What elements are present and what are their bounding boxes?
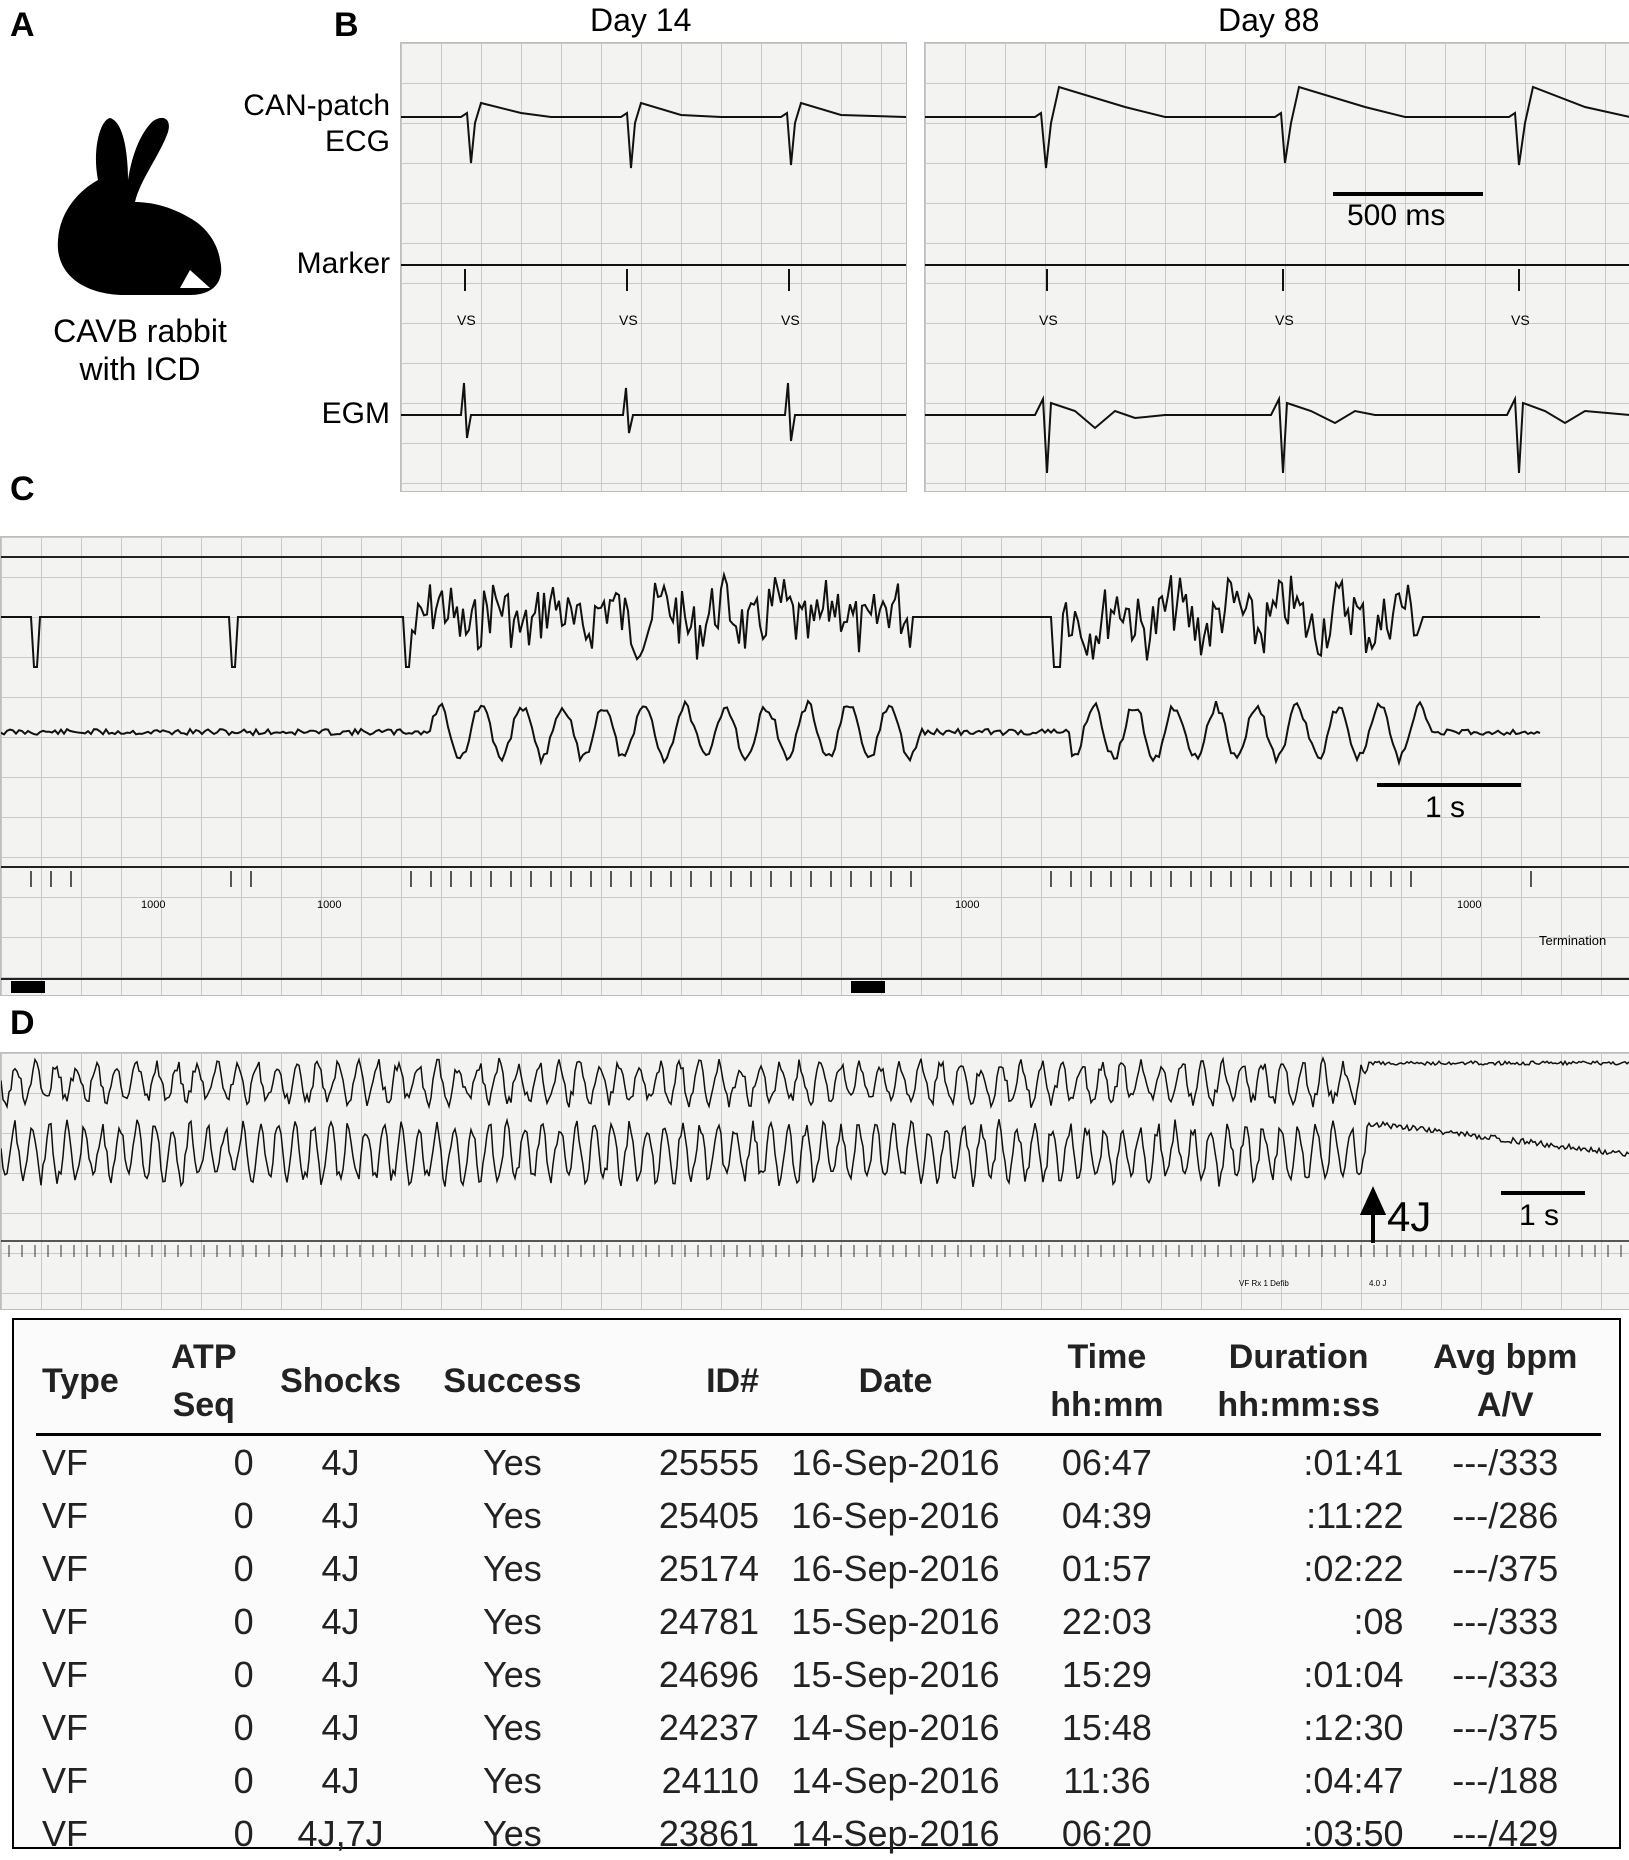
cell-atp: 0	[233, 1653, 254, 1695]
termination-label: Termination	[1539, 933, 1607, 948]
cell-duration: :08	[1353, 1600, 1404, 1642]
marker-trace-label: Marker	[296, 247, 390, 280]
cell-success: Yes	[483, 1600, 542, 1642]
cell-id: 24696	[658, 1653, 759, 1695]
episode-table	[36, 1330, 1601, 1860]
header-avg-bpm	[1410, 1330, 1601, 1434]
header-duration	[1188, 1330, 1410, 1434]
panel-d-label: D	[10, 1004, 35, 1042]
header-avg-line-1: Avg bpm	[1433, 1338, 1578, 1377]
cell-type: VF	[42, 1494, 89, 1536]
cell-atp: 0	[233, 1812, 254, 1854]
cell-avg-bpm: ---/188	[1452, 1759, 1559, 1801]
cell-time: 01:57	[1061, 1547, 1152, 1589]
cell-duration: :03:50	[1303, 1812, 1404, 1854]
episode-table-box	[12, 1318, 1621, 1854]
interval-1000: 1000	[141, 899, 166, 911]
table-row	[36, 1434, 1601, 1489]
day-14-title: Day 14	[590, 2, 692, 38]
cell-atp: 0	[233, 1441, 254, 1483]
cell-shocks: 4J	[321, 1547, 360, 1589]
header-atp-line-2: Seq	[172, 1386, 235, 1425]
panel-a-label: A	[10, 6, 35, 44]
marker-label-vs: VS	[457, 312, 476, 328]
ecg-label-line-2: ECG	[324, 125, 390, 158]
cell-shocks: 4J	[321, 1706, 360, 1748]
cell-shocks: 4J	[321, 1653, 360, 1695]
cell-date: 16-Sep-2016	[791, 1441, 1000, 1483]
cell-date: 16-Sep-2016	[791, 1547, 1000, 1589]
table-row	[36, 1754, 1601, 1807]
cell-atp: 0	[233, 1494, 254, 1536]
cell-time: 11:36	[1063, 1759, 1151, 1801]
cell-time: 06:47	[1061, 1441, 1152, 1483]
cell-date: 16-Sep-2016	[791, 1494, 1000, 1536]
header-atp-line-1: ATP	[171, 1338, 237, 1377]
cell-duration: :01:04	[1303, 1653, 1404, 1695]
panel-c-egm-trace	[1, 701, 1540, 763]
cell-type: VF	[42, 1547, 89, 1589]
header-time-line-1: Time	[1067, 1338, 1147, 1377]
panel-d-marker-ticks	[9, 1245, 1621, 1257]
day-88-strip	[924, 42, 1629, 492]
cell-duration: :04:47	[1303, 1759, 1404, 1801]
cell-success: Yes	[483, 1494, 542, 1536]
shock-energy-note: 4.0 J	[1369, 1279, 1387, 1288]
cell-atp: 0	[233, 1600, 254, 1642]
cell-duration: :12:30	[1303, 1706, 1404, 1748]
interval-1000: 1000	[317, 899, 342, 911]
panel-c-scale-bar-label: 1 s	[1425, 791, 1466, 824]
header-duration-line-1: Duration	[1228, 1338, 1369, 1377]
header-date: Date	[858, 1362, 933, 1401]
cell-time: 15:29	[1061, 1653, 1152, 1695]
cell-atp: 0	[233, 1759, 254, 1801]
caption-line-1: CAVB rabbit	[53, 313, 227, 349]
header-shocks: Shocks	[280, 1362, 402, 1401]
day-14-ecg-trace	[401, 103, 906, 168]
day-14-strip	[400, 42, 907, 492]
panel-c-label: C	[10, 470, 35, 508]
cell-date: 15-Sep-2016	[791, 1653, 1000, 1695]
egm-trace-label: EGM	[321, 397, 390, 430]
cell-time: 22:03	[1061, 1600, 1152, 1642]
cell-id: 24110	[661, 1759, 759, 1801]
panel-d-egm-trace	[1, 1119, 1629, 1187]
panel-d-scale-bar-label: 1 s	[1519, 1199, 1560, 1232]
panel-d-traces	[1, 1053, 1629, 1309]
cell-success: Yes	[483, 1653, 542, 1695]
cell-id: 24781	[658, 1600, 759, 1642]
cell-avg-bpm: ---/333	[1452, 1653, 1559, 1695]
day-14-egm-trace	[401, 383, 906, 441]
panel-c-strip	[0, 536, 1629, 996]
shock-arrow-icon	[1363, 1191, 1383, 1243]
caption-line-2: with ICD	[79, 351, 201, 387]
table-row	[36, 1807, 1601, 1860]
panel-d-strip	[0, 1052, 1629, 1310]
cell-atp: 0	[233, 1706, 254, 1748]
cell-type: VF	[42, 1759, 89, 1801]
cell-type: VF	[42, 1600, 89, 1642]
cell-success: Yes	[483, 1441, 542, 1483]
cell-id: 25405	[658, 1494, 759, 1536]
cell-date: 14-Sep-2016	[791, 1812, 1000, 1854]
day-88-egm-trace	[925, 399, 1629, 473]
marker-label-vs: VS	[1275, 312, 1294, 328]
header-time	[1026, 1330, 1188, 1434]
panel-c-traces	[1, 537, 1629, 995]
header-id: ID#	[706, 1362, 759, 1401]
vf-rx-note: VF Rx 1 Defib	[1239, 1279, 1289, 1288]
cell-type: VF	[42, 1653, 89, 1695]
marker-label-vs: VS	[1511, 312, 1530, 328]
shock-energy-label: 4J	[1387, 1193, 1432, 1240]
day-88-scale-bar-label: 500 ms	[1347, 199, 1446, 232]
cell-time: 06:20	[1061, 1812, 1152, 1854]
cell-avg-bpm: ---/375	[1452, 1547, 1559, 1589]
cell-avg-bpm: ---/286	[1452, 1494, 1559, 1536]
table-row	[36, 1542, 1601, 1595]
interval-1000: 1000	[1457, 899, 1482, 911]
cell-avg-bpm: ---/429	[1452, 1812, 1559, 1854]
cell-shocks: 4J	[321, 1441, 360, 1483]
cell-id: 25174	[658, 1547, 759, 1589]
table-row	[36, 1648, 1601, 1701]
cell-date: 14-Sep-2016	[791, 1706, 1000, 1748]
cell-success: Yes	[483, 1706, 542, 1748]
header-avg-line-2: A/V	[1476, 1386, 1534, 1425]
panel-c-ecg-trace	[1, 575, 1540, 667]
cell-shocks: 4J	[321, 1600, 360, 1642]
cell-type: VF	[42, 1812, 89, 1854]
table-row	[36, 1489, 1601, 1542]
cell-avg-bpm: ---/333	[1452, 1600, 1559, 1642]
table-header-row	[36, 1330, 1601, 1434]
marker-label-vs: VS	[781, 312, 800, 328]
header-type: Type	[42, 1362, 119, 1401]
cell-type: VF	[42, 1706, 89, 1748]
day-88-traces	[925, 43, 1629, 491]
cell-duration: :02:22	[1303, 1547, 1404, 1589]
ecg-label-line-1: CAN-patch	[243, 89, 390, 122]
header-duration-line-2: hh:mm:ss	[1217, 1386, 1380, 1425]
cell-success: Yes	[483, 1812, 542, 1854]
cell-date: 14-Sep-2016	[791, 1759, 1000, 1801]
cell-shocks: 4J	[321, 1494, 360, 1536]
day-14-traces	[401, 43, 906, 491]
cell-type: VF	[42, 1441, 89, 1483]
cell-success: Yes	[483, 1759, 542, 1801]
table-row	[36, 1595, 1601, 1648]
cell-time: 15:48	[1061, 1706, 1152, 1748]
cell-id: 25555	[658, 1441, 759, 1483]
cell-duration: :01:41	[1303, 1441, 1404, 1483]
header-atp-seq	[148, 1330, 260, 1434]
marker-label-vs: VS	[1039, 312, 1058, 328]
cell-duration: :11:22	[1306, 1494, 1404, 1536]
header-success: Success	[443, 1362, 582, 1401]
table-row	[36, 1701, 1601, 1754]
cell-time: 04:39	[1061, 1494, 1152, 1536]
panel-c-marker-ticks	[31, 871, 1531, 887]
marker-label-vs: VS	[619, 312, 638, 328]
cell-avg-bpm: ---/375	[1452, 1706, 1559, 1748]
cell-success: Yes	[483, 1547, 542, 1589]
cell-date: 15-Sep-2016	[791, 1600, 1000, 1642]
day-88-title: Day 88	[1218, 2, 1320, 38]
ecg-trace-label	[190, 88, 390, 160]
cell-id: 24237	[658, 1706, 759, 1748]
panel-a-caption	[10, 312, 270, 388]
interval-1000: 1000	[955, 899, 980, 911]
cell-avg-bpm: ---/333	[1452, 1441, 1559, 1483]
cell-shocks: 4J,7J	[297, 1812, 384, 1854]
cell-id: 23861	[658, 1812, 759, 1854]
day-88-ecg-trace	[925, 87, 1629, 168]
cell-atp: 0	[233, 1547, 254, 1589]
cell-shocks: 4J	[321, 1759, 360, 1801]
panel-b-label: B	[334, 6, 359, 44]
header-time-line-2: hh:mm	[1050, 1386, 1164, 1425]
panel-d-ecg-trace	[1, 1058, 1629, 1108]
